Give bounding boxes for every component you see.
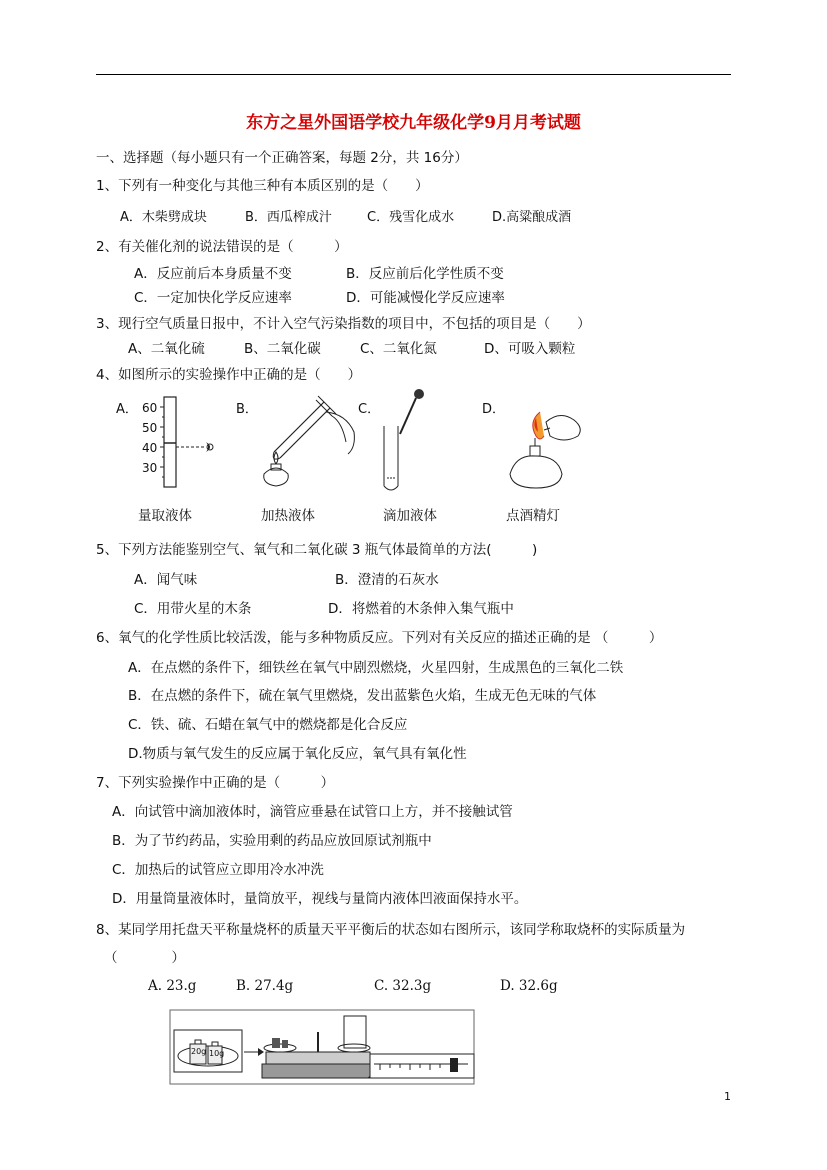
q3-stem: 3、现行空气质量日报中，不计入空气污染指数的项目中，不包括的项目是（ ） bbox=[96, 316, 591, 332]
q8-option-c: C. 32.3g bbox=[374, 978, 432, 994]
q4-label-c: C． bbox=[358, 402, 381, 417]
q5-option-b: B．澄清的石灰水 bbox=[335, 572, 439, 588]
q5-stem: 5、下列方法能鉴别空气、氧气和二氧化碳 3 瓶气体最简单的方法( ) bbox=[96, 542, 538, 558]
q2-option-a: A．反应前后本身质量不变 bbox=[134, 266, 292, 282]
q7-option-c: C．加热后的试管应立即用冷水冲洗 bbox=[112, 862, 324, 878]
q4-lamp-figure bbox=[500, 392, 590, 492]
q2-option-b: B．反应前后化学性质不变 bbox=[346, 266, 504, 282]
q6-option-b: B．在点燃的条件下，硫在氧气里燃烧，发出蓝紫色火焰，生成无色无味的气体 bbox=[128, 688, 597, 704]
q6-option-c: C．铁、硫、石蜡在氧气中的燃烧都是化合反应 bbox=[128, 717, 408, 733]
weight-10g: 10g bbox=[209, 1049, 225, 1058]
q4-heating-figure bbox=[256, 392, 366, 492]
q3-option-a: A、二氧化硫 bbox=[128, 341, 205, 357]
q8-balance-figure bbox=[168, 1008, 478, 1086]
q4-caption-c: 滴加液体 bbox=[383, 508, 437, 524]
q1-option-b: B．西瓜榨成汁 bbox=[245, 210, 332, 225]
q4-caption-b: 加热液体 bbox=[261, 508, 315, 524]
q8-option-b: B. 27.4g bbox=[236, 978, 294, 994]
q2-stem: 2、有关催化剂的说法错误的是（ ） bbox=[96, 239, 348, 255]
q8-option-a: A. 23.g bbox=[148, 978, 197, 994]
q6-stem: 6、氧气的化学性质比较活泼，能与多种物质反应。下列对有关反应的描述正确的是 （ ） bbox=[96, 630, 663, 646]
q4-label-d: D． bbox=[482, 402, 506, 417]
q1-option-c: C．残雪化成水 bbox=[367, 210, 455, 225]
q4-dropper-figure bbox=[376, 386, 436, 494]
q7-option-d: D．用量筒量液体时，量筒放平，视线与量筒内液体凹液面保持水平。 bbox=[112, 891, 528, 907]
q5-option-d: D．将燃着的木条伸入集气瓶中 bbox=[328, 601, 514, 617]
q1-stem: 1、下列有一种变化与其他三种有本质区别的是（ ） bbox=[96, 178, 429, 194]
q4-caption-d: 点酒精灯 bbox=[506, 508, 560, 524]
q4-caption-a: 量取液体 bbox=[138, 508, 192, 524]
q4-label-b: B． bbox=[236, 402, 258, 417]
q1-option-a: A．木柴劈成块 bbox=[120, 210, 207, 225]
page-title: 东方之星外国语学校九年级化学9月月考试题 bbox=[246, 113, 581, 133]
q3-option-b: B、二氧化碳 bbox=[244, 341, 321, 357]
q5-option-a: A．闻气味 bbox=[134, 572, 198, 588]
page-number: 1 bbox=[724, 1090, 731, 1103]
q3-option-d: D、可吸入颗粒 bbox=[484, 341, 576, 357]
q4-stem: 4、如图所示的实验操作中正确的是（ ） bbox=[96, 367, 362, 383]
q1-option-d: D.高粱酿成酒 bbox=[492, 210, 572, 225]
q8-stem: 8、某同学用托盘天平称量烧杯的质量天平平衡后的状态如右图所示，该同学称取烧杯的实际质量为 bbox=[96, 922, 686, 938]
q4-label-a: A． bbox=[116, 402, 138, 417]
weight-20g: 20g bbox=[191, 1047, 207, 1056]
q6-option-a: A．在点燃的条件下，细铁丝在氧气中剧烈燃烧，火星四射，生成黑色的三氧化二铁 bbox=[128, 660, 624, 676]
tick-30: 30 bbox=[142, 461, 158, 475]
q6-option-d: D.物质与氧气发生的反应属于氧化反应，氧气具有氧化性 bbox=[128, 746, 467, 762]
tick-40: 40 bbox=[142, 441, 158, 455]
q2-option-d: D．可能减慢化学反应速率 bbox=[346, 290, 505, 306]
q7-option-b: B．为了节约药品，实验用剩的药品应放回原试剂瓶中 bbox=[112, 833, 432, 849]
q5-option-c: C．用带火星的木条 bbox=[134, 601, 252, 617]
header-rule bbox=[96, 74, 731, 75]
q8-option-d: D. 32.6g bbox=[500, 978, 558, 994]
tick-60: 60 bbox=[142, 401, 158, 415]
q2-option-c: C．一定加快化学反应速率 bbox=[134, 290, 292, 306]
tick-50: 50 bbox=[142, 421, 158, 435]
q7-stem: 7、下列实验操作中正确的是（ ） bbox=[96, 775, 335, 791]
q7-option-a: A．向试管中滴加液体时，滴管应垂悬在试管口上方，并不接触试管 bbox=[112, 804, 513, 820]
q3-option-c: C、二氧化氮 bbox=[360, 341, 437, 357]
q8-stem-blank: （ ） bbox=[104, 950, 185, 966]
section-heading: 一、选择题（每小题只有一个正确答案，每题 2分，共 16分） bbox=[96, 150, 468, 166]
